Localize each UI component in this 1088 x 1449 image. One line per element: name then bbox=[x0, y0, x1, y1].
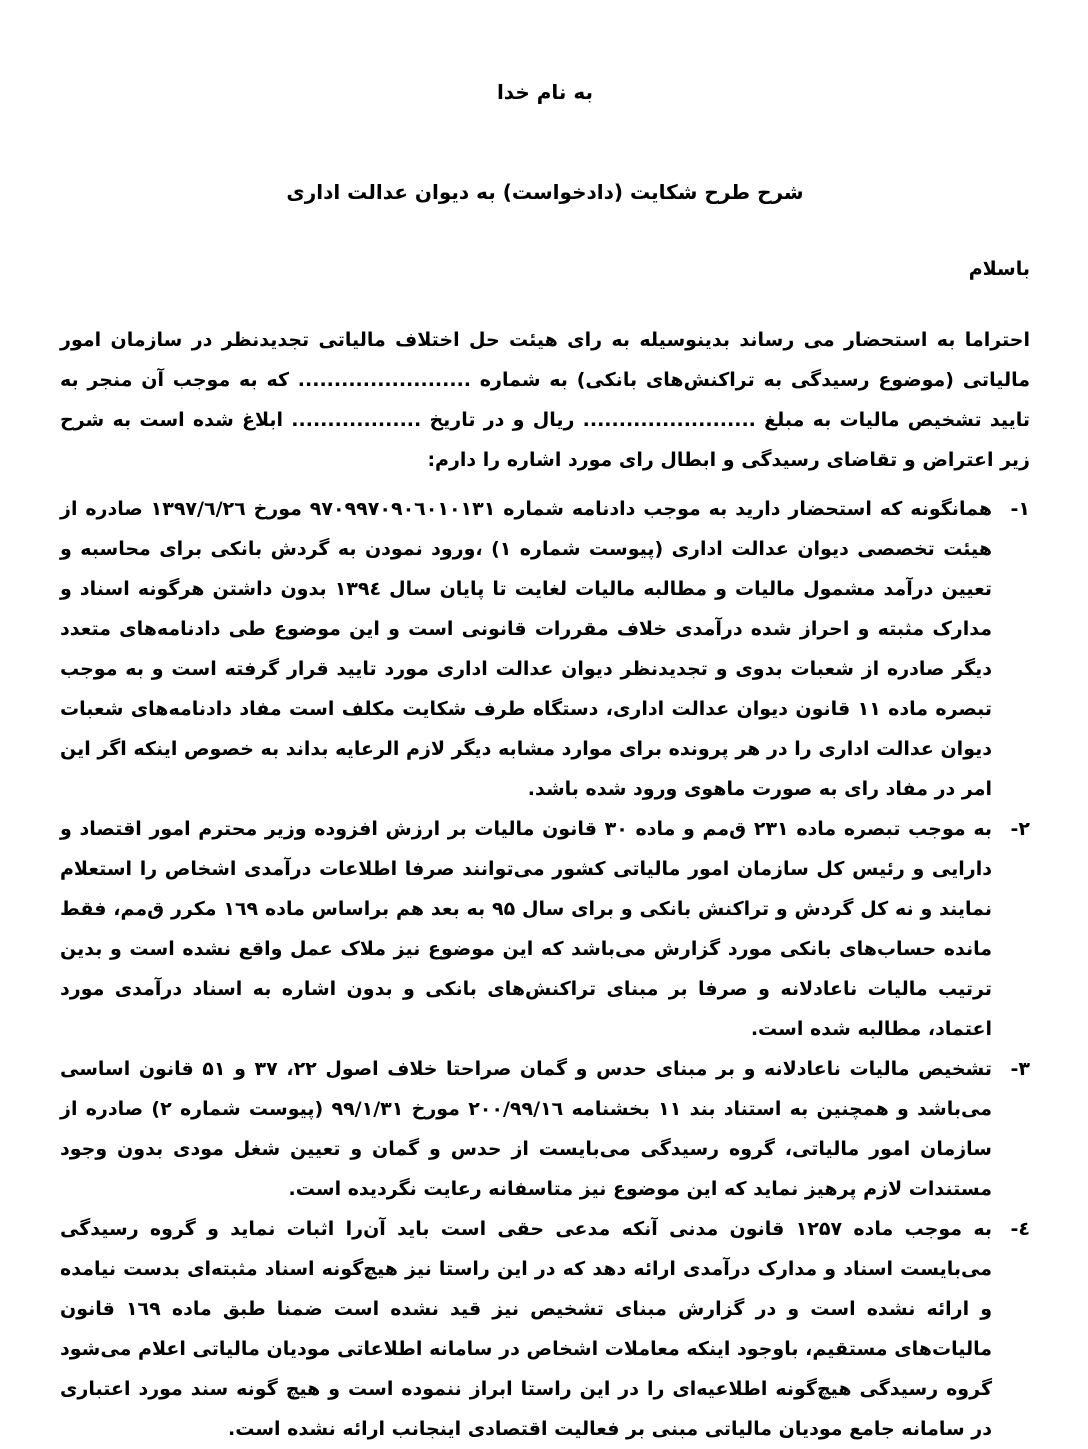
list-item-text: به موجب ماده ۱۲۵۷ قانون مدنی آنکه مدعی حقی است باید آن‌را اثبات نماید و گروه رسیدگی می‌بایست اسناد و مدارک درآمدی ارائه دهد که در این راستا نیز هیچ‌گونه اسناد مثبته‌ای بدست نیامده و ارائه نشده است و در گزارش مبنای تشخیص نیز قید نشده است ضمنا طبق ماده ۱٦۹ قانون مالیات‌های مستقیم، باوجود اینکه معاملات اشخاص در سامانه اطلاعاتی مودیان مالیاتی اعلام می‌شود گروه رسیدگی هیچ‌گونه اطلاعیه‌ای را در این راستا ابراز ننموده است و هیچ گونه سند مورد اعتباری در سامانه جامع مودیان مالیاتی مبنی بر فعالیت اقتصادی اینجانب ارائه نشده است. bbox=[60, 1218, 993, 1440]
list-item bbox=[60, 1049, 1030, 1209]
list-item bbox=[60, 1209, 1030, 1449]
list-item-text: به موجب تبصره ماده ۲۳۱ ق‌مم و ماده ۳۰ قانون مالیات بر ارزش افزوده وزیر محترم امور اقتصاد و دارایی و رئیس کل سازمان امور مالیاتی کشور می‌توانند صرفا اطلاعات درآمدی اشخاص را استعلام نمایند و نه کل گردش و تراکنش بانکی و برای سال ۹۵ به بعد هم براساس ماده ۱٦۹ مکرر ق‌مم، فقط مانده حساب‌های بانکی مورد گزارش می‌باشد که این موضوع نیز ملاک عمل واقع نشده است و بدین ترتیب مالیات ناعادلانه و صرفا بر مبنای تراکنش‌های بانکی و بدون اشاره به اسناد درآمدی مورد اعتماد، مطالبه شده است. bbox=[60, 818, 992, 1040]
salutation-text: باسلام bbox=[968, 258, 1030, 280]
numbered-list bbox=[60, 489, 1030, 1449]
document-title: شرح طرح شکایت (دادخواست) به دیوان عدالت اداری bbox=[286, 180, 804, 204]
intro-paragraph: احتراما به استحضار می رساند بدینوسیله به رای هیئت حل اختلاف مالیاتی تجدیدنظر در سازمان امور مالیاتی (موضوع رسیدگی به تراکنش‌های بانکی) به شماره ........................ که به موجب آن منجر به تایید تشخیص مالیات به مبلغ ........................ ریال و در تاریخ .................. ابلاغ شده است به شرح زیر اعتراض و تقاضای رسیدگی و ابطال رای مورد اشاره را دارم: bbox=[60, 329, 1030, 471]
list-item-text: تشخیص مالیات ناعادلانه و بر مبنای حدس و گمان صراحتا خلاف اصول ۲۲، ۳۷ و ۵۱ قانون اساسی می‌باشد و همچنین به استناد بند ۱۱ بخشنامه ۲۰۰/۹۹/۱٦ مورخ ۹۹/۱/۳۱ (پیوست شماره ۲) صادره از سازمان امور مالیاتی، گروه رسیدگی می‌بایست از حدس و گمان و تعیین شغل مودی بدون وجود مستندات لازم پرهیز نماید که این موضوع نیز متاسفانه رعایت نگردیده است. bbox=[60, 1058, 992, 1200]
list-item-number: ۲- bbox=[1010, 818, 1030, 840]
list-item-number: ۳- bbox=[1010, 1058, 1030, 1080]
list-item-number: ٤- bbox=[1010, 1218, 1030, 1240]
list-item bbox=[60, 809, 1030, 1049]
list-item-number: ۱- bbox=[1010, 498, 1030, 520]
list-item-text: همانگونه که استحضار دارید به موجب دادنامه شماره ۹۷۰۹۹۷۰۹۰٦۰۱۰۱۳۱ مورخ ۱۳۹۷/٦/۲٦ صادره از هیئت تخصصی دیوان عدالت اداری (پیوست شماره ۱) ،ورود نمودن به گردش بانکی برای محاسبه و تعیین درآمد مشمول مالیات و مطالبه مالیات لغایت تا پایان سال ۱۳۹٤ بدون داشتن هرگونه اسناد و مدارک مثبته و احراز شده درآمدی خلاف مقررات قانونی است و این موضوع طی دادنامه‌های متعدد دیگر صادره از شعبات بدوی و تجدیدنظر دیوان عدالت اداری مورد تایید قرار گرفته است و به موجب تبصره ماده ۱۱ قانون دیوان عدالت اداری، دستگاه طرف شکایت مکلف است مفاد دادنامه‌های شعبات دیوان عدالت اداری را در هر پرونده برای موارد مشابه دیگر لازم الرعایه بداند به خصوص اینکه اگر این امر در مفاد رای به صورت ماهوی ورود شده باشد. bbox=[60, 498, 993, 800]
list-item bbox=[60, 489, 1030, 809]
bismillah-heading: به نام خدا bbox=[496, 80, 594, 104]
